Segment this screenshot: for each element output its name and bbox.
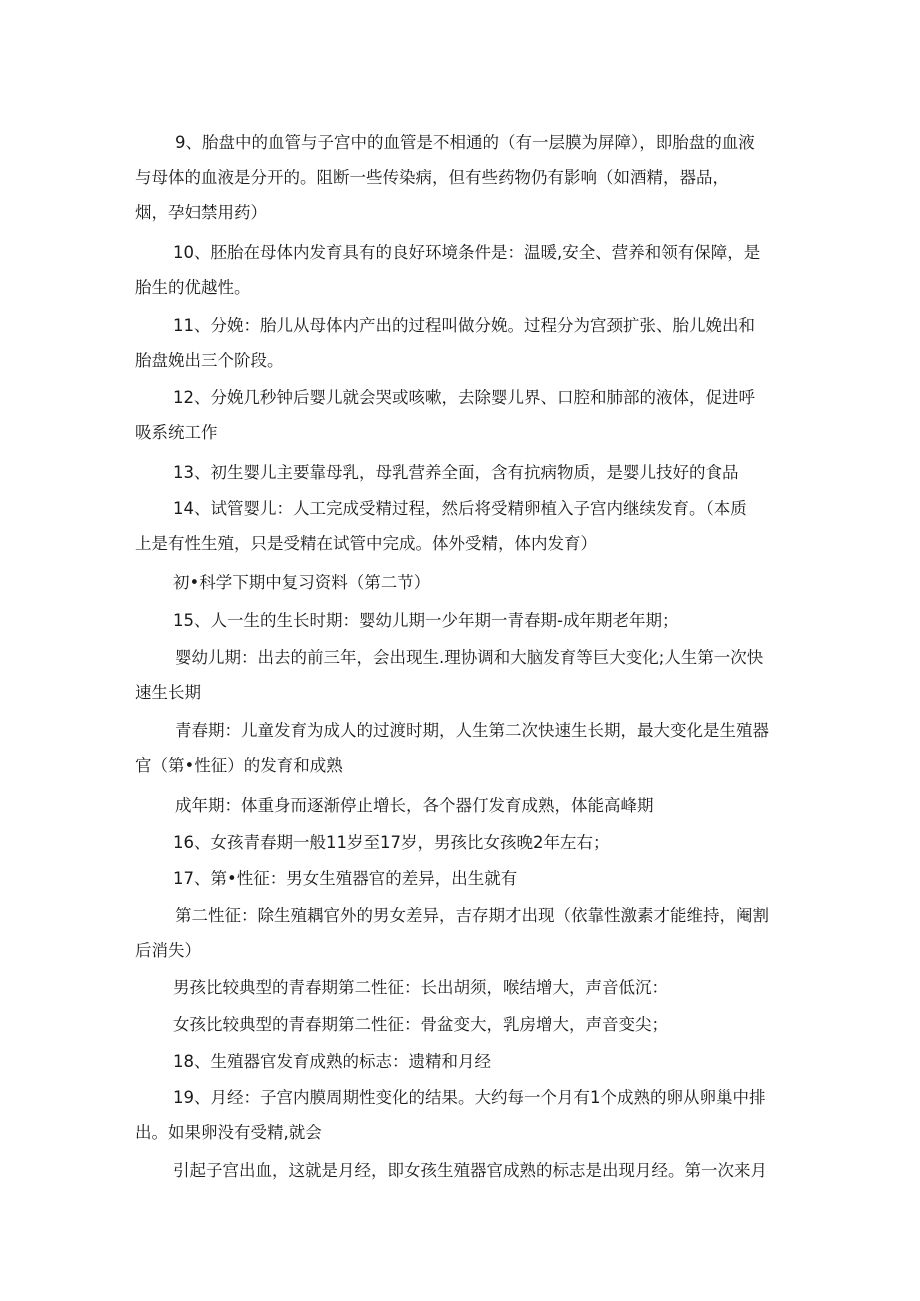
text-line: 后消失） (135, 941, 201, 960)
paragraph-12 (135, 380, 785, 450)
text-line: 速生长期 (135, 683, 201, 702)
text-line: 上是有性生殖，只是受精在试管中完成。体外受精，体内发育） (135, 534, 597, 553)
text-line: 9、胎盘中的血管与子宫中的血管是不相通的（有一层膜为屏障），即胎盘的血液 (175, 133, 755, 152)
text-line: 第二性征：除生殖耦官外的男女差异，吉存期才出现（依靠性激素才能维持，阉割 (175, 906, 769, 925)
paragraph-secondary-sex (135, 898, 785, 968)
paragraph-infancy (135, 640, 785, 710)
paragraph-9 (135, 125, 785, 230)
paragraph-18 (135, 1044, 785, 1079)
paragraph-11 (135, 308, 785, 378)
text-line: 16、女孩青春期一般11岁至17岁，男孩比女孩晚2年左右； (173, 833, 610, 852)
paragraph-girls (135, 1007, 785, 1042)
text-line: 烟，孕妇禁用药） (135, 203, 267, 222)
paragraph-14 (135, 491, 785, 561)
paragraph-19 (135, 1080, 785, 1150)
text-line: 17、第•性征：男女生殖器官的差异，出生就有 (173, 869, 518, 888)
text-line: 18、生殖器官发育成熟的标志：遗精和月经 (173, 1052, 491, 1071)
text-line: 胎生的优越性。 (135, 278, 251, 297)
paragraph-15 (135, 603, 785, 638)
text-line: 10、胚胎在母体内发育具有的良好环境条件是：温暖,安全、营养和领有保障，是 (173, 243, 761, 262)
text-line: 初•科学下期中复习资料（第二节） (173, 573, 431, 592)
text-line: 15、人一生的生长时期：婴幼儿期一少年期一青春期-成年期老年期； (173, 611, 679, 630)
text-line: 成年期：体重身而逐渐停止增长，各个器仃发育成熟，体能高峰期 (175, 796, 654, 815)
text-line: 胎盘娩出三个阶段。 (135, 351, 284, 370)
text-line: 13、初生婴儿主要靠母乳，母乳营养全面，含有抗病物质，是婴儿技好的食品 (173, 463, 739, 482)
paragraph-adulthood (135, 788, 785, 823)
paragraph-13 (135, 455, 785, 490)
text-line: 与母体的血液是分开的。阻断一些传染病，但有些药物仍有影响（如酒精，器品， (135, 168, 729, 187)
text-line: 引起子宫出血，这就是月经，即女孩生殖器官成熟的标志是出现月经。第一次来月 (173, 1161, 767, 1180)
paragraph-adolescence (135, 713, 785, 783)
text-line: 吸系统工作 (135, 423, 218, 442)
text-line: 男孩比较典型的青春期第二性征：长出胡须，喉结增大，声音低沉： (173, 978, 668, 997)
paragraph-17 (135, 861, 785, 896)
paragraph-boys (135, 970, 785, 1005)
text-line: 11、分娩：胎儿从母体内产出的过程叫做分娩。过程分为宫颈扩张、胎儿娩出和 (173, 316, 755, 335)
text-line: 出。如果卵没有受精,就会 (135, 1123, 322, 1142)
text-line: 婴幼儿期：出去的前三年，会出现生.理协调和大脑发育等巨大变化;人生第一次快 (175, 648, 764, 667)
paragraph-16 (135, 825, 785, 860)
text-line: 12、分娩几秒钟后婴儿就会哭或咳嗽，去除婴儿界、口腔和肺部的液体，促进呼 (173, 388, 755, 407)
text-line: 19、月经：子宫内膜周期性变化的结果。大约每一个月有1个成熟的卵从卵巢中排 (173, 1088, 766, 1107)
section-heading (135, 565, 785, 600)
text-line: 女孩比较典型的青春期第二性征：骨盆变大，乳房增大，声音变尖； (173, 1015, 668, 1034)
paragraph-menstruation (135, 1153, 785, 1188)
text-line: 官（第•性征）的发育和成熟 (135, 756, 343, 775)
text-line: 14、试管婴儿：人工完成受精过程，然后将受精卵植入子宫内继续发育。（本质 (173, 499, 747, 518)
paragraph-10 (135, 235, 785, 305)
text-line: 青春期：儿童发育为成人的过渡时期，人生第二次快速生长期，最大变化是生殖器 (175, 721, 769, 740)
